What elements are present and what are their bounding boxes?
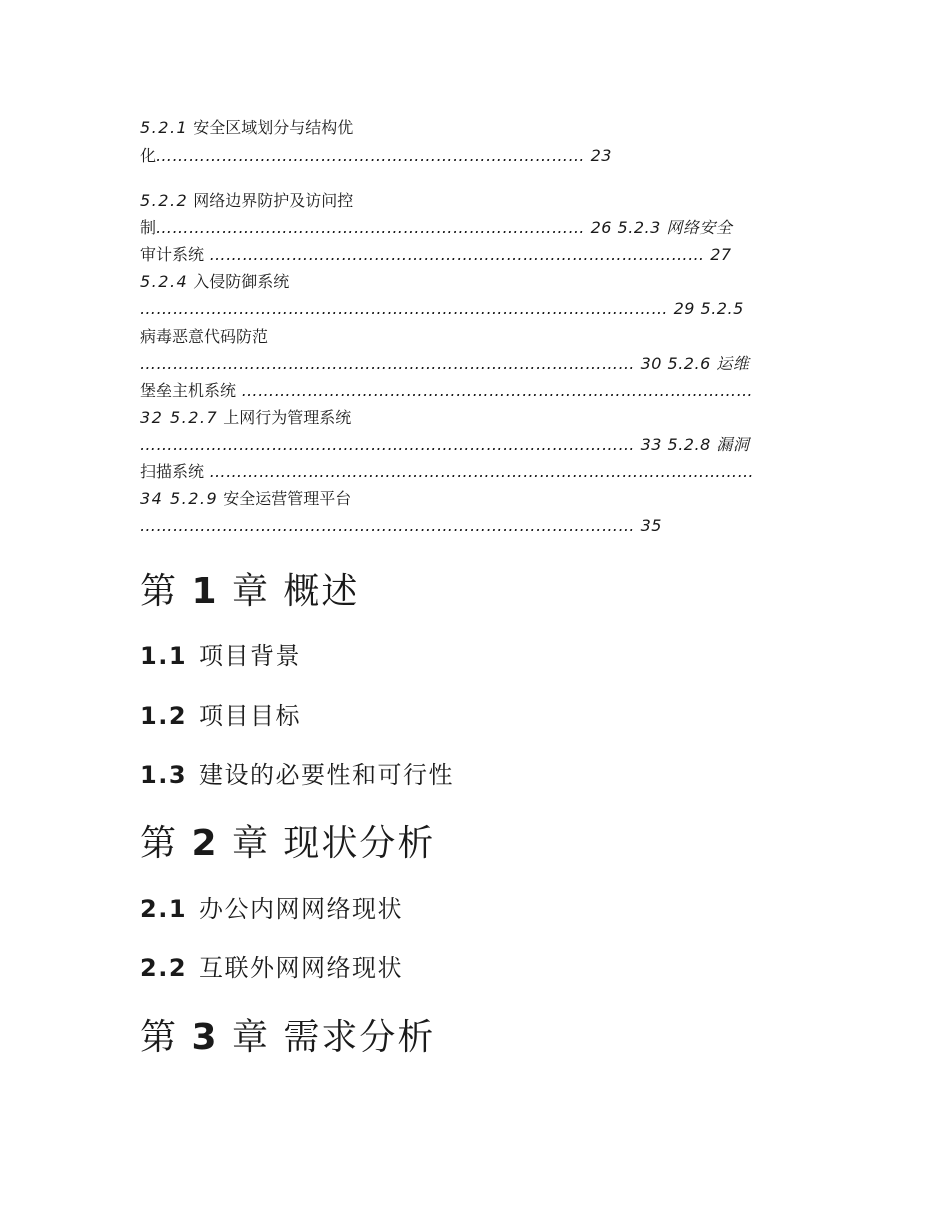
toc-line: ……………………………………………………………………………… 33 5.2.8 漏洞 xyxy=(140,435,750,454)
chapter-heading: 第 1 章 概述 xyxy=(140,571,360,612)
section-heading: 1.2 项目目标 xyxy=(140,702,302,730)
toc-line: 审计系统 ……………………………………………………………………………… 27 xyxy=(140,245,732,264)
toc-line: 32 5.2.7 上网行为管理系统 xyxy=(140,408,352,427)
toc-line: ……………………………………………………………………………… 35 xyxy=(140,516,662,535)
chapter-heading: 第 3 章 需求分析 xyxy=(140,1017,436,1058)
toc-line: 5.2.2 网络边界防护及访问控 xyxy=(140,191,354,210)
section-heading: 2.2 互联外网网络现状 xyxy=(140,954,404,982)
section-heading: 2.1 办公内网网络现状 xyxy=(140,895,404,923)
toc-line: …………………………………………………………………………………… 29 5.2.5 xyxy=(140,299,744,318)
toc-line: ……………………………………………………………………………… 30 5.2.6 运维 xyxy=(140,354,750,373)
toc-line: 5.2.4 入侵防御系统 xyxy=(140,272,290,291)
toc-line: 5.2.1 安全区域划分与结构优 xyxy=(140,118,354,137)
toc-line: 34 5.2.9 安全运营管理平台 xyxy=(140,489,352,508)
toc-line: 堡垒主机系统 ………………………………………………………………………………… xyxy=(140,381,754,400)
toc-line: 化…………………………………………………………………… 23 xyxy=(140,146,612,165)
toc-line: 病毒恶意代码防范 xyxy=(140,327,269,346)
toc-line: 扫描系统 ……………………………………………………………………………………… xyxy=(140,462,755,481)
section-heading: 1.1 项目背景 xyxy=(140,642,302,670)
chapter-heading: 第 2 章 现状分析 xyxy=(140,823,436,864)
toc-line: 制…………………………………………………………………… 26 5.2.3 网络安全 xyxy=(140,218,733,237)
section-heading: 1.3 建设的必要性和可行性 xyxy=(140,761,455,789)
